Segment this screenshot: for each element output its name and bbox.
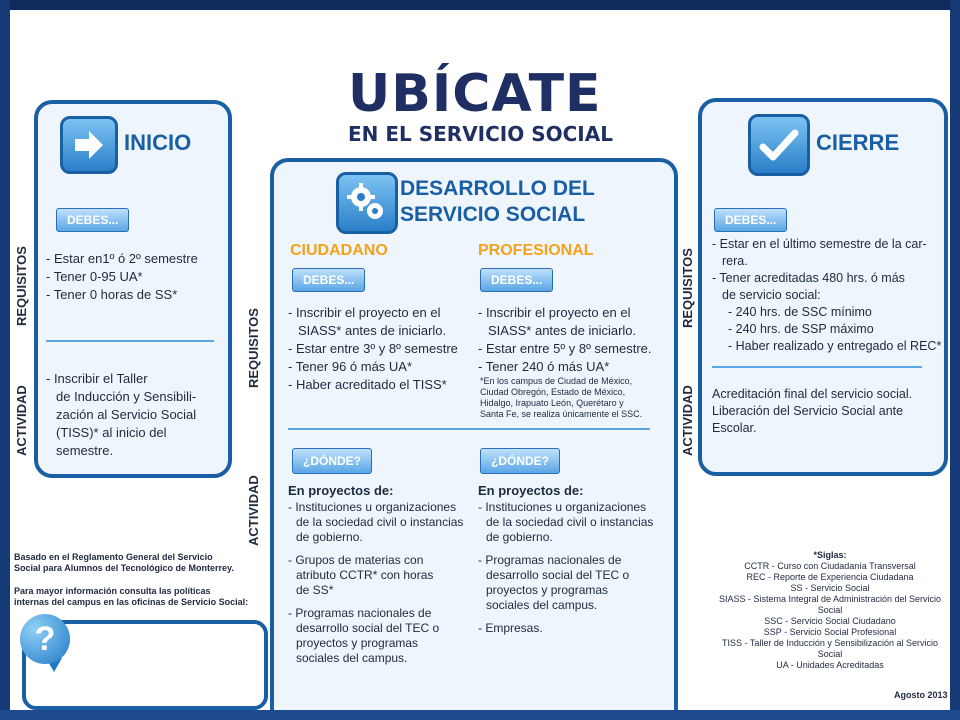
list-item: rera. (722, 254, 748, 268)
list-item: - Tener acreditadas 480 hrs. ó más (712, 271, 905, 285)
list-item: (TISS)* al inicio del (56, 425, 167, 440)
list-item: - Estar en el último semestre de la car- (712, 237, 927, 251)
divider (712, 366, 922, 368)
list-item: proyectos y programas (486, 583, 609, 597)
right-border-stripe (950, 0, 960, 720)
list-item: SIASS* antes de iniciarlo. (488, 323, 637, 338)
list-item: de Inducción y Sensibili- (56, 389, 197, 404)
sigla-item: SIASS - Sistema Integral de Administración del Servicio Social (718, 594, 942, 615)
list-item: proyectos y programas (296, 636, 419, 650)
list-item: sociales del campus. (296, 651, 408, 665)
desarrollo-actividad-label: ACTIVIDAD (246, 475, 261, 546)
list-item: Escolar. (712, 421, 757, 435)
sigla-item: SSP - Servicio Social Profesional (763, 627, 897, 637)
ciudadano-donde-button[interactable]: ¿DÓNDE? (292, 448, 372, 474)
sigla-item: CCTR - Curso con Ciudadanía Transversal (744, 561, 916, 571)
cierre-actividad-label: ACTIVIDAD (680, 385, 695, 456)
list-item: - Haber acreditado el TISS* (288, 377, 447, 392)
divider (288, 428, 650, 430)
text-line: *En los campus de Ciudad de México, (480, 376, 633, 386)
left-border-stripe (0, 0, 10, 720)
inicio-debes-button[interactable]: DEBES... (56, 208, 129, 232)
question-icon: ? (20, 614, 70, 664)
text-line: Ciudad Obregón, Estado de México, (480, 387, 626, 397)
list-item: - Tener 240 ó más UA* (478, 359, 610, 374)
bottom-border-stripe (0, 710, 960, 720)
list-item: - Tener 0 horas de SS* (46, 287, 178, 302)
list-item: - Programas nacionales de (478, 553, 622, 567)
list-item: Acreditación final del servicio social. (712, 387, 913, 401)
list-item: de la sociedad civil o instancias (486, 515, 654, 529)
text-line: Hidalgo, Irapuato León, Querétaro y (480, 398, 624, 408)
sigla-item: SSC - Servicio Social Ciudadano (764, 616, 896, 626)
desarrollo-title-line: DESARROLLO DEL (400, 177, 595, 200)
list-item: - Instituciones u organizaciones (288, 500, 457, 514)
list-item: de SS* (296, 583, 334, 597)
inicio-actividad-label: ACTIVIDAD (14, 385, 29, 456)
ciudadano-title: CIUDADANO (290, 242, 388, 259)
desarrollo-title-line: SERVICIO SOCIAL (400, 203, 586, 226)
spacer (288, 598, 463, 606)
checkmark-icon (748, 114, 810, 176)
main-subtitle: EN EL SERVICIO SOCIAL (348, 122, 613, 146)
text-line: internas del campus en las oficinas de Servicio Social: (14, 597, 249, 607)
arrow-right-icon (60, 116, 118, 174)
cierre-title: CIERRE (816, 130, 900, 155)
cierre-debes-button[interactable]: DEBES... (714, 208, 787, 232)
list-item: - 240 hrs. de SSP máximo (728, 322, 874, 336)
sigla-item: UA - Unidades Acreditadas (776, 660, 884, 670)
list-item: atributo CCTR* con horas (296, 568, 434, 582)
spacer (478, 545, 653, 553)
list-item: desarrollo social del TEC o (296, 621, 440, 635)
siglas-title: *Siglas: (813, 550, 847, 560)
list-item: - Tener 0-95 UA* (46, 269, 143, 284)
text-line: Para mayor información consulta las políticas (14, 586, 211, 596)
divider (46, 340, 214, 342)
ciudadano-proyectos-list (288, 500, 463, 666)
profesional-nota (480, 376, 642, 420)
list-item: - Estar entre 3º y 8º semestre (288, 341, 458, 356)
list-item: de servicio social: (722, 288, 821, 302)
inicio-actividad-list (46, 370, 196, 460)
list-item: de gobierno. (486, 530, 553, 544)
desarrollo-title (400, 176, 595, 228)
list-item: SIASS* antes de iniciarlo. (298, 323, 447, 338)
spacer (288, 545, 463, 553)
list-item: - Estar en1º ó 2º semestre (46, 251, 198, 266)
list-item: de la sociedad civil o instancias (296, 515, 464, 529)
list-item: semestre. (56, 443, 114, 458)
cierre-requisitos-label: REQUISITOS (680, 248, 695, 328)
sigla-item: TISS - Taller de Inducción y Sensibilización al Servicio Social (722, 638, 938, 659)
list-item: zación al Servicio Social (56, 407, 197, 422)
slide (10, 10, 950, 710)
inicio-requisitos-list (46, 250, 198, 304)
info-text (14, 586, 248, 608)
siglas-block (710, 550, 950, 671)
main-title: UBÍCATE (348, 64, 602, 124)
text-line: Basado en el Reglamento General del Servicio (14, 552, 213, 562)
inicio-requisitos-label: REQUISITOS (14, 246, 29, 326)
profesional-proyectos-list (478, 500, 653, 636)
list-item: - Tener 96 ó más UA* (288, 359, 413, 374)
text-line: Social para Alumnos del Tecnológico de Monterrey. (14, 563, 234, 573)
list-item: - Estar entre 5º y 8º semestre. (478, 341, 652, 356)
text-line: Santa Fe, se realiza únicamente el SSC. (480, 409, 643, 419)
gears-icon (336, 172, 398, 234)
inicio-title: INICIO (124, 130, 192, 155)
list-item: - Empresas. (478, 621, 543, 635)
list-item: - Instituciones u organizaciones (478, 500, 647, 514)
sigla-item: SS - Servicio Social (790, 583, 870, 593)
list-item: - Grupos de materias con (288, 553, 424, 567)
profesional-debes-button[interactable]: DEBES... (480, 268, 553, 292)
list-item: desarrollo social del TEC o (486, 568, 630, 582)
list-item: sociales del campus. (486, 598, 598, 612)
ciudadano-requisitos-list (288, 304, 458, 394)
desarrollo-requisitos-label: REQUISITOS (246, 308, 261, 388)
list-item: de gobierno. (296, 530, 363, 544)
cierre-actividad-list (712, 386, 912, 437)
profesional-proyectos-title: En proyectos de: (478, 483, 584, 498)
cierre-requisitos-list (712, 236, 941, 355)
ciudadano-proyectos-title: En proyectos de: (288, 483, 394, 498)
list-item: - 240 hrs. de SSC mínimo (728, 305, 872, 319)
spacer (478, 613, 653, 621)
list-item: - Inscribir el proyecto en el (478, 305, 631, 320)
basado-text (14, 552, 234, 574)
list-item: Liberación del Servicio Social ante (712, 404, 904, 418)
list-item: - Programas nacionales de (288, 606, 432, 620)
list-item: - Haber realizado y entregado el REC* (728, 339, 942, 353)
date-label: Agosto 2013 (894, 690, 948, 700)
profesional-donde-button[interactable]: ¿DÓNDE? (480, 448, 560, 474)
list-item: - Inscribir el proyecto en el (288, 305, 441, 320)
list-item: - Inscribir el Taller (46, 371, 148, 386)
ciudadano-debes-button[interactable]: DEBES... (292, 268, 365, 292)
profesional-title: PROFESIONAL (478, 242, 594, 259)
profesional-requisitos-list (478, 304, 652, 376)
sigla-item: REC - Reporte de Experiencia Ciudadana (746, 572, 914, 582)
